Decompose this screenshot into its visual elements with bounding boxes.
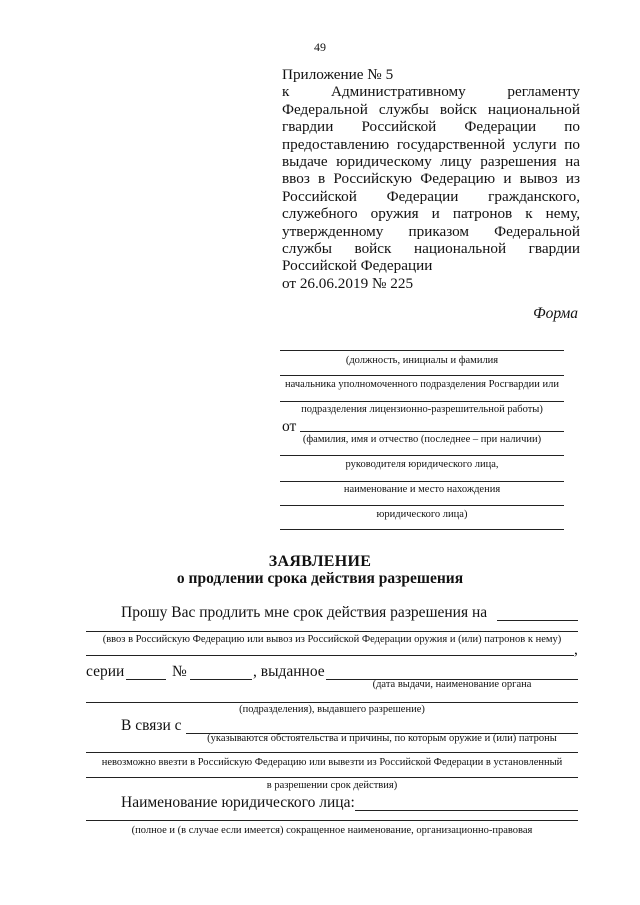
applicant-line-2[interactable] (280, 455, 564, 456)
applicant-line-3[interactable] (280, 481, 564, 482)
addressee-line-1[interactable] (280, 350, 564, 351)
form-label: Форма (533, 305, 578, 322)
permit-type-line[interactable] (497, 620, 578, 621)
request-text: Прошу Вас продлить мне срок действия разрешения на (121, 604, 488, 621)
entity-caption: (полное и (в случае если имеется) сокращенное наименование, организационно-правовая (131, 825, 533, 836)
appendix-line: утвержденному приказом Федеральной (282, 222, 580, 240)
appendix-line: службы войск национальной гвардии (282, 240, 580, 258)
entity-line-2[interactable] (86, 820, 578, 821)
page-number: 49 (314, 40, 326, 54)
entity-label: Наименование юридического лица: (121, 794, 355, 811)
applicant-line-4[interactable] (280, 505, 564, 506)
appendix-line: предоставлению государственной услуги по (282, 135, 580, 153)
addressee-caption: подразделения лицензионно-разрешительной работы) (301, 404, 543, 415)
issuer-caption: (подразделения), выдавшего разрешение) (239, 704, 425, 715)
import-export-line[interactable] (86, 631, 578, 632)
addressee-line-3[interactable] (280, 401, 564, 402)
applicant-caption: юридического лица) (376, 509, 468, 520)
reason-line-2[interactable] (86, 752, 578, 753)
issue-date-caption: (дата выдачи, наименование органа (372, 679, 532, 690)
applicant-line-1[interactable] (300, 431, 564, 432)
issuer-line[interactable] (86, 702, 578, 703)
addressee-caption: (должность, инициалы и фамилия (345, 355, 499, 366)
from-label: от (282, 418, 297, 435)
statement-title: ЗАЯВЛЕНИЕ (268, 553, 372, 570)
appendix-line: гвардии Российской Федерации по (282, 118, 580, 136)
number-field[interactable] (190, 679, 252, 680)
reason-caption-3: в разрешении срок действия) (266, 780, 398, 791)
appendix-title: Приложение № 5 (282, 66, 394, 83)
import-export-caption: (ввоз в Российскую Федерацию или вывоз из Российской Федерации оружия и (или) патронов к нему) (102, 634, 562, 645)
appendix-line: выдаче юридическому лицу разрешения на (282, 153, 580, 171)
applicant-line-5[interactable] (280, 529, 564, 530)
reason-caption: (указываются обстоятельства и причины, по которым оружие и (или) патроны (207, 733, 557, 744)
reason-line-3[interactable] (86, 777, 578, 778)
appendix-line: служебного оружия и патронов к нему, (282, 205, 580, 223)
appendix-line: Российской Федерации гражданского, (282, 187, 580, 205)
number-label: № (172, 663, 187, 680)
appendix-block (282, 66, 580, 292)
appendix-order: от 26.06.2019 № 225 (282, 274, 414, 292)
applicant-caption: (фамилия, имя и отчество (последнее – при наличии) (302, 434, 542, 445)
entity-field[interactable] (355, 810, 578, 811)
statement-subtitle: о продлении срока действия разрешения (176, 570, 464, 587)
reason-label: В связи с (121, 717, 182, 734)
comma: , (574, 641, 578, 658)
applicant-caption: руководителя юридического лица, (345, 459, 499, 470)
applicant-caption: наименование и место нахождения (343, 484, 501, 495)
appendix-line: ввоз в Российскую Федерацию и вывоз из (282, 170, 580, 188)
appendix-line: Российской Федерации (282, 257, 433, 275)
addressee-line-2[interactable] (280, 375, 564, 376)
series-field[interactable] (126, 679, 166, 680)
appendix-line: к Административному регламенту (282, 83, 580, 101)
issued-label: , выданное (253, 663, 325, 680)
series-label: серии (86, 663, 125, 680)
addressee-caption: начальника уполномоченного подразделения Росгвардии или (285, 379, 559, 390)
import-export-line-2[interactable] (86, 655, 574, 656)
reason-caption-2: невозможно ввезти в Российскую Федерацию или вывезти из Российской Федерации в установленный (101, 757, 563, 768)
appendix-line: Федеральной службы войск национальной (282, 100, 580, 118)
